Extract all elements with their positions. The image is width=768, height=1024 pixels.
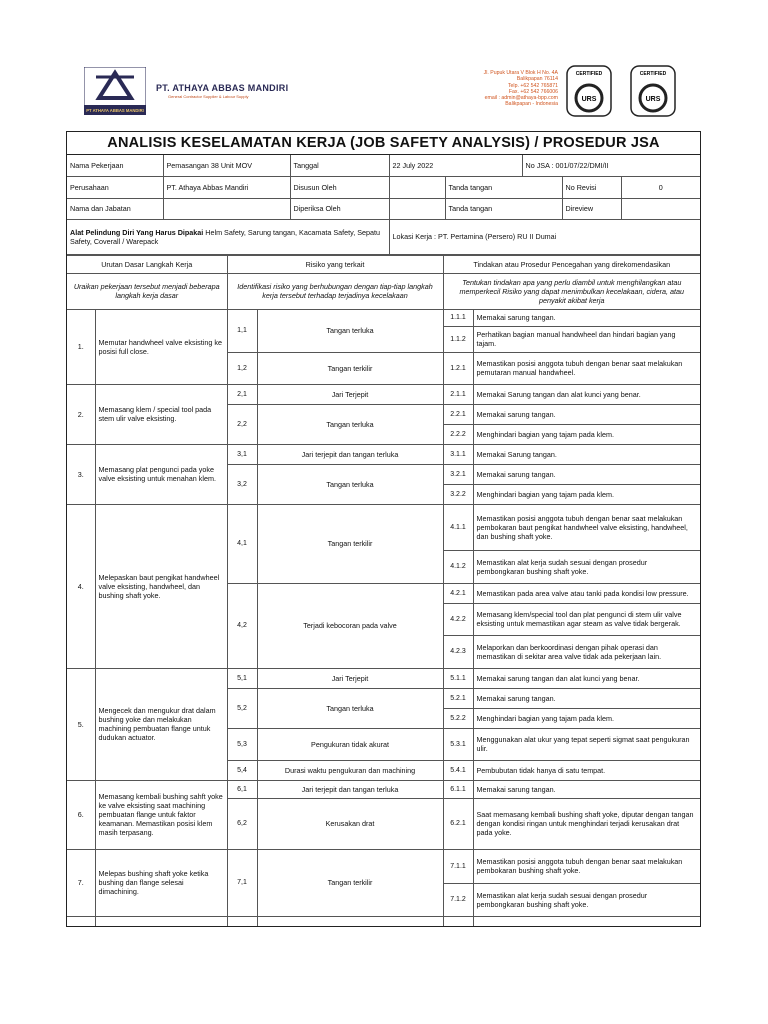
jsa-table xyxy=(67,255,700,927)
address-line: Jl. Pupuk Utara V Blok H No. 4A xyxy=(483,70,558,76)
risk-code: 6,2 xyxy=(227,798,257,849)
address-line: Fax. +62 542 766006 xyxy=(508,88,558,95)
field-value[interactable]: PT. Athaya Abbas Mandiri xyxy=(163,176,290,198)
company-tagline: General Contractor Supplier & Labour Supply xyxy=(168,94,249,99)
risk-text: Jari terjepit dan tangan terluka xyxy=(257,444,443,464)
address-line: Balikpapan 76114 xyxy=(516,76,558,83)
action-code: 4.2.1 xyxy=(443,583,473,603)
risk-code: 1,1 xyxy=(227,309,257,352)
logo-text: PT ATHAYA ABBAS MANDIRI xyxy=(86,108,144,113)
step-description: Melepas bushing shaft yoke ketika bushing dan flange selesai dimachining. xyxy=(95,849,227,916)
risk-code: 3,1 xyxy=(227,444,257,464)
risk-code: 7,1 xyxy=(227,849,257,916)
field-label: Tanda tangan xyxy=(445,176,562,198)
certification-seal xyxy=(564,64,614,118)
field-label: Tanda tangan xyxy=(445,198,562,219)
action-code: 7.1.2 xyxy=(443,883,473,916)
action-text: Menghindari bagian yang tajam pada klem. xyxy=(473,484,700,504)
letterhead xyxy=(66,60,700,122)
field-label: Nama Pekerjaan xyxy=(67,155,163,176)
risk-text: Tangan terluka xyxy=(257,309,443,352)
risk-code: 4,1 xyxy=(227,504,257,583)
column-header: Tindakan atau Prosedur Pencegahan yang direkomendasikan xyxy=(443,255,700,273)
certification-seal xyxy=(628,64,678,118)
empty-cell xyxy=(473,916,700,926)
step-number: 3. xyxy=(67,444,95,504)
info-table xyxy=(67,155,700,255)
svg-text:CERTIFIED: CERTIFIED xyxy=(639,71,667,77)
empty-cell xyxy=(67,916,95,926)
action-text: Menghindari bagian yang tajam pada klem. xyxy=(473,708,700,728)
action-code: 4.1.1 xyxy=(443,504,473,550)
empty-cell xyxy=(95,916,227,926)
risk-code: 2,2 xyxy=(227,404,257,444)
field-label: Tanggal xyxy=(290,155,389,176)
risk-text: Tangan terkilir xyxy=(257,849,443,916)
action-text: Menghindari bagian yang tajam pada klem. xyxy=(473,424,700,444)
risk-text: Jari Terjepit xyxy=(257,384,443,404)
field-label: Nama dan Jabatan xyxy=(67,198,163,219)
field-value[interactable]: Pemasangan 38 Unit MOV xyxy=(163,155,290,176)
action-code: 1.1.2 xyxy=(443,326,473,352)
jsa-row xyxy=(67,780,700,798)
risk-text: Tangan terkilir xyxy=(257,504,443,583)
address-line: Telp. +62 542 765871 xyxy=(507,82,558,89)
risk-code: 2,1 xyxy=(227,384,257,404)
action-text: Memastikan posisi anggota tubuh dengan benar saat melakukan pembokaran baut pengikat handwheel valve eksisting, handwheel, dan bushing shaft yoke. xyxy=(473,504,700,550)
action-text: Memakai sarung tangan. xyxy=(473,309,700,326)
field-value[interactable] xyxy=(389,176,445,198)
step-number: 4. xyxy=(67,504,95,668)
risk-text: Tangan terluka xyxy=(257,688,443,728)
address-line: Balikpapan - Indonesia xyxy=(505,101,558,108)
action-text: Memastikan posisi anggota tubuh dengan benar saat melakukan pembokaran bushing shaft yoke. xyxy=(473,849,700,883)
empty-cell xyxy=(257,916,443,926)
step-number: 7. xyxy=(67,849,95,916)
action-code: 4.1.2 xyxy=(443,550,473,583)
risk-text: Jari Terjepit xyxy=(257,668,443,688)
field-label: Direview xyxy=(562,198,621,219)
field-label: Diperiksa Oleh xyxy=(290,198,389,219)
action-text: Melaporkan dan berkoordinasi dengan pihak operasi dan memastikan di sekitar area valve tidak ada pekerjaan lain. xyxy=(473,635,700,668)
field-label: Perusahaan xyxy=(67,176,163,198)
action-code: 2.1.1 xyxy=(443,384,473,404)
jsa-row xyxy=(67,504,700,550)
action-text: Memakai sarung tangan dan alat kunci yang benar. xyxy=(473,668,700,688)
jsa-form xyxy=(66,131,701,927)
action-text: Memasang klem/special tool dan plat pengunci di stem ulir valve eksisting untuk memastikan agar steam as valve tidak bergerak. xyxy=(473,603,700,635)
risk-text: Tangan terluka xyxy=(257,464,443,504)
field-value[interactable]: No JSA : 001/07/22/DMI/II xyxy=(522,155,700,176)
field-value[interactable] xyxy=(163,198,290,219)
action-text: Pembubutan tidak hanya di satu tempat. xyxy=(473,760,700,780)
action-code: 5.3.1 xyxy=(443,728,473,760)
action-text: Saat memasang kembali bushing shaft yoke, diputar dengan tangan dengan kondisi ringan untuk menghindari terjadi kerusakan drat pada yoke. xyxy=(473,798,700,849)
step-description: Memasang klem / special tool pada stem ulir valve eksisting. xyxy=(95,384,227,444)
field-value[interactable] xyxy=(389,198,445,219)
column-header: Urutan Dasar Langkah Kerja xyxy=(67,255,227,273)
company-name: PT. ATHAYA ABBAS MANDIRI xyxy=(156,83,289,93)
risk-code: 1,2 xyxy=(227,352,257,384)
action-code: 6.2.1 xyxy=(443,798,473,849)
action-code: 3.2.2 xyxy=(443,484,473,504)
risk-code: 3,2 xyxy=(227,464,257,504)
company-address xyxy=(416,70,558,108)
action-text: Memakai Sarung tangan dan alat kunci yang benar. xyxy=(473,384,700,404)
action-text: Memakai Sarung tangan. xyxy=(473,444,700,464)
step-description: Memutar handwheel valve eksisting ke posisi full close. xyxy=(95,309,227,384)
svg-text:URS: URS xyxy=(581,96,597,103)
action-code: 4.2.2 xyxy=(443,603,473,635)
action-code: 3.1.1 xyxy=(443,444,473,464)
risk-text: Kerusakan drat xyxy=(257,798,443,849)
svg-text:URS: URS xyxy=(645,96,661,103)
step-number: 2. xyxy=(67,384,95,444)
action-code: 2.2.1 xyxy=(443,404,473,424)
action-text: Memakai sarung tangan. xyxy=(473,688,700,708)
risk-code: 5,3 xyxy=(227,728,257,760)
field-label: Disusun Oleh xyxy=(290,176,389,198)
apd-value: Helm Safety, Sarung tangan, Kacamata Safety, Sepatu Safety, Coverall / Warepack xyxy=(70,227,381,246)
step-number: 1. xyxy=(67,309,95,384)
action-code: 2.2.2 xyxy=(443,424,473,444)
risk-code: 5,4 xyxy=(227,760,257,780)
location-cell: Lokasi Kerja : PT. Pertamina (Persero) RU II Dumai xyxy=(389,219,700,254)
column-description: Identifikasi risiko yang berhubungan dengan tiap-tiap langkah kerja tersebut terhadap terjadinya kecelakaan xyxy=(227,273,443,309)
risk-text: Jari terjepit dan tangan terluka xyxy=(257,780,443,798)
risk-text: Tangan terluka xyxy=(257,404,443,444)
field-label: No Revisi xyxy=(562,176,621,198)
action-code: 1.1.1 xyxy=(443,309,473,326)
risk-text: Tangan terkilir xyxy=(257,352,443,384)
risk-text: Terjadi kebocoran pada valve xyxy=(257,583,443,668)
step-description: Mengecek dan mengukur drat dalam bushing yoke dan melakukan machining pembuatan flange untuk dudukan actuator. xyxy=(95,668,227,780)
action-code: 5.1.1 xyxy=(443,668,473,688)
action-text: Memakai sarung tangan. xyxy=(473,780,700,798)
action-text: Menggunakan alat ukur yang tepat seperti sigmat saat pengukuran ulir. xyxy=(473,728,700,760)
address-line: email : admin@athaya-bpp.com xyxy=(484,95,558,102)
step-description: Melepaskan baut pengikat handwheel valve eksisting, handwheel, dan bushing shaft yoke. xyxy=(95,504,227,668)
empty-cell xyxy=(443,916,473,926)
action-text: Memastikan posisi anggota tubuh dengan benar saat melakukan pemutaran manual handwheel. xyxy=(473,352,700,384)
action-code: 6.1.1 xyxy=(443,780,473,798)
risk-code: 5,2 xyxy=(227,688,257,728)
step-description: Memasang kembali bushing sahft yoke ke valve eksisting saat machining pembuatan flange untuk faktor keamanan. Memastikan posisi klem masih terpasang. xyxy=(95,780,227,849)
action-code: 5.2.1 xyxy=(443,688,473,708)
empty-cell xyxy=(227,916,257,926)
jsa-row xyxy=(67,668,700,688)
risk-code: 5,1 xyxy=(227,668,257,688)
risk-text: Durasi waktu pengukuran dan machining xyxy=(257,760,443,780)
risk-code: 4,2 xyxy=(227,583,257,668)
action-code: 5.2.2 xyxy=(443,708,473,728)
jsa-row xyxy=(67,849,700,883)
action-text: Memakai sarung tangan. xyxy=(473,404,700,424)
jsa-row xyxy=(67,444,700,464)
field-value[interactable]: 0 xyxy=(621,176,700,198)
jsa-row xyxy=(67,309,700,326)
action-text: Memastikan pada area valve atau tanki pada kondisi low pressure. xyxy=(473,583,700,603)
field-value[interactable]: 22 July 2022 xyxy=(389,155,522,176)
action-code: 4.2.3 xyxy=(443,635,473,668)
step-number: 5. xyxy=(67,668,95,780)
document-title: ANALISIS KESELAMATAN KERJA (JOB SAFETY ANALYSIS) / PROSEDUR JSA xyxy=(67,132,700,155)
action-text: Memastikan alat kerja sudah sesuai dengan prosedur pembongkaran bushing shaft yoke. xyxy=(473,883,700,916)
step-description: Memasang plat pengunci pada yoke valve eksisting untuk menahan klem. xyxy=(95,444,227,504)
apd-cell xyxy=(67,219,389,254)
jsa-row xyxy=(67,384,700,404)
action-code: 5.4.1 xyxy=(443,760,473,780)
action-text: Perhatikan bagian manual handwheel dan hindari bagian yang tajam. xyxy=(473,326,700,352)
empty-row xyxy=(67,916,700,926)
action-text: Memakai sarung tangan. xyxy=(473,464,700,484)
action-code: 1.2.1 xyxy=(443,352,473,384)
company-logo xyxy=(84,67,146,115)
action-text: Memastikan alat kerja sudah sesuai dengan prosedur pembongkaran bushing shaft yoke. xyxy=(473,550,700,583)
column-description: Uraikan pekerjaan tersebut menjadi beberapa langkah kerja dasar xyxy=(67,273,227,309)
risk-text: Pengukuran tidak akurat xyxy=(257,728,443,760)
risk-code: 6,1 xyxy=(227,780,257,798)
action-code: 7.1.1 xyxy=(443,849,473,883)
column-header: Risiko yang terkait xyxy=(227,255,443,273)
column-description: Tentukan tindakan apa yang perlu diambil untuk menghilangkan atau memperkecil Risiko yang dapat menimbulkan kecelakaan, cidera, atau penyakit akibat kerja xyxy=(443,273,700,309)
svg-text:CERTIFIED: CERTIFIED xyxy=(575,71,603,77)
action-code: 3.2.1 xyxy=(443,464,473,484)
step-number: 6. xyxy=(67,780,95,849)
field-value[interactable] xyxy=(621,198,700,219)
apd-label: Alat Pelindung Diri Yang Harus Dipakai xyxy=(70,227,204,237)
